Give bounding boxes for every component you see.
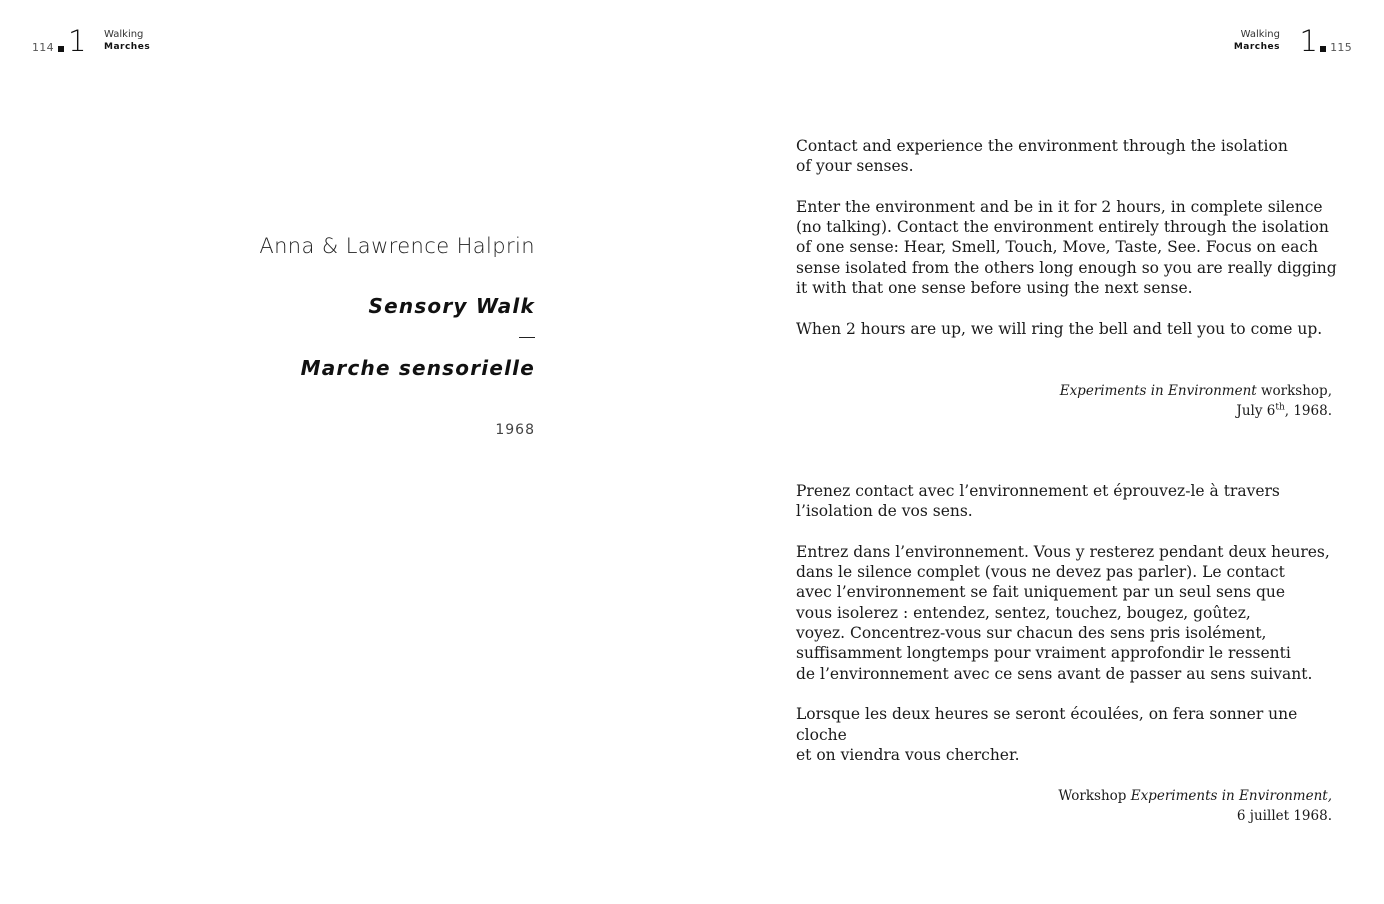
square-marker-icon — [1320, 46, 1326, 52]
caption-date-prefix: July 6 — [1236, 403, 1276, 419]
title-french: Marche sensorielle — [300, 356, 535, 380]
english-paragraph-2: Enter the environment and be in it for 2 hours, in complete silence (no talking). Contact the environment entirely through the isolation of one sense: Hear, Smell, Touch, Move, Taste, See. Focus on each sense isolated from the others long enough so you are really digging it with that one sense before using the next sense. — [796, 197, 1337, 298]
title-separator — [135, 320, 535, 354]
chapter-number-left: 1 — [68, 24, 87, 58]
chapter-number-right: 1 — [1299, 24, 1318, 58]
section-title-en-right: Walking — [1240, 29, 1280, 40]
title-block — [135, 232, 535, 440]
caption-label-fr: Workshop — [1058, 788, 1131, 804]
caption-date-suffix: th — [1275, 402, 1285, 413]
section-title-fr-right: Marches — [1233, 42, 1280, 52]
separator-dash — [519, 337, 535, 338]
french-caption-line-1 — [832, 786, 1332, 806]
french-text — [796, 481, 1344, 785]
page-number-left: 114 — [32, 41, 54, 54]
page-number-right: 115 — [1330, 41, 1352, 54]
authors: Anna & Lawrence Halprin — [259, 234, 535, 258]
french-caption — [832, 786, 1332, 826]
french-paragraph-3: Lorsque les deux heures se seront écoulées, on fera sonner une cloche et on viendra vous chercher. — [796, 705, 1298, 764]
caption-date-fr: 6 juillet 1968. — [1236, 808, 1332, 824]
year: 1968 — [495, 422, 535, 438]
french-paragraph-2: Entrez dans l’environnement. Vous y resterez pendant deux heures, dans le silence complet (vous ne devez pas parler). Le contact avec l’environnement se fait uniquement par un seul sens que vous isolerez : entendez, sentez, touchez, bougez, goûtez, voyez. Concentrez-vous sur chacun des sens pris isolément, suffisamment longtemps pour vraiment approfondir le ressenti de l’environnement avec ce sens avant de passer au sens suivant. — [796, 542, 1330, 683]
square-marker-icon — [58, 46, 64, 52]
english-caption — [832, 381, 1332, 421]
french-paragraph-1: Prenez contact avec l’environnement et éprouvez-le à travers l’isolation de vos sens. — [796, 482, 1280, 521]
running-head-right — [1202, 26, 1352, 56]
section-title-en-left: Walking — [104, 29, 144, 40]
section-title-fr-left: Marches — [104, 42, 151, 52]
english-caption-line-1 — [832, 381, 1332, 401]
english-text — [796, 136, 1344, 359]
title-english: Sensory Walk — [368, 294, 535, 318]
caption-work-title-fr: Experiments in Environment, — [1130, 788, 1332, 804]
caption-label: workshop, — [1256, 383, 1332, 399]
caption-date-rest: , 1968. — [1284, 403, 1332, 419]
english-caption-line-2 — [832, 401, 1332, 421]
english-paragraph-3: When 2 hours are up, we will ring the bell and tell you to come up. — [796, 319, 1323, 338]
french-caption-line-2 — [832, 806, 1332, 826]
caption-work-title: Experiments in Environment — [1059, 383, 1257, 399]
english-paragraph-1: Contact and experience the environment through the isolation of your senses. — [796, 137, 1288, 176]
